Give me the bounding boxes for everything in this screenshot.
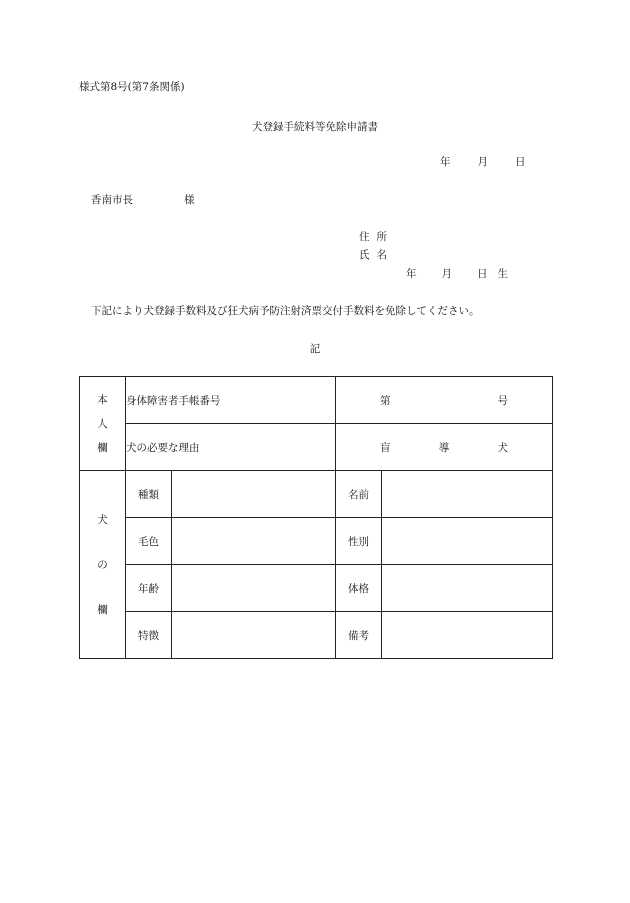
date-month-label: 月 <box>477 156 488 168</box>
applicant-name-label: 氏 名 <box>359 249 387 261</box>
table-row <box>80 518 553 565</box>
dog-name-label: 名前 <box>336 471 382 518</box>
remarks-field[interactable] <box>382 612 553 659</box>
dog-sex-label: 性別 <box>336 518 382 565</box>
ki-heading: 記 <box>309 343 321 355</box>
dog-breed-field[interactable] <box>172 471 336 518</box>
person-section-label: 本 人 欄 <box>80 377 126 471</box>
disability-handbook-number-field[interactable]: 第 号 <box>336 377 553 424</box>
dog-coat-color-field[interactable] <box>172 518 336 565</box>
date-day-label: 日 <box>515 156 526 168</box>
table-row <box>80 424 553 471</box>
addressee <box>91 195 195 206</box>
form-number: 様式第8号(第7条関係) <box>79 81 185 93</box>
date-year-label: 年 <box>440 156 451 168</box>
applicant-birthdate-line: 年 月 日 生 <box>406 268 508 280</box>
addressee-name: 香南市長 <box>91 194 133 206</box>
request-text: 下記により犬登録手数料及び狂犬病予防注射済票交付手数料を免除してください。 <box>91 305 480 317</box>
dog-age-field[interactable] <box>172 565 336 612</box>
application-table <box>79 376 553 659</box>
dog-section-label: 犬 の 欄 <box>80 471 126 659</box>
dog-reason-value: 盲 導 犬 <box>336 424 553 471</box>
table-row <box>80 471 553 518</box>
table-row <box>80 565 553 612</box>
dog-reason-label: 犬の必要な理由 <box>126 424 336 471</box>
dog-build-label: 体格 <box>336 565 382 612</box>
table-row <box>80 612 553 659</box>
applicant-address-label: 住 所 <box>359 231 387 243</box>
addressee-honorific: 様 <box>184 194 195 206</box>
dog-name-field[interactable] <box>382 471 553 518</box>
dog-features-label: 特徴 <box>126 612 172 659</box>
table-row <box>80 377 553 424</box>
remarks-label: 備考 <box>336 612 382 659</box>
dog-coat-color-label: 毛色 <box>126 518 172 565</box>
dog-breed-label: 種類 <box>126 471 172 518</box>
disability-handbook-label: 身体障害者手帳番号 <box>126 377 336 424</box>
dog-build-field[interactable] <box>382 565 553 612</box>
document-title: 犬登録手続料等免除申請書 <box>252 121 378 133</box>
date-line <box>440 157 526 168</box>
dog-features-field[interactable] <box>172 612 336 659</box>
dog-sex-field[interactable] <box>382 518 553 565</box>
dog-age-label: 年齢 <box>126 565 172 612</box>
